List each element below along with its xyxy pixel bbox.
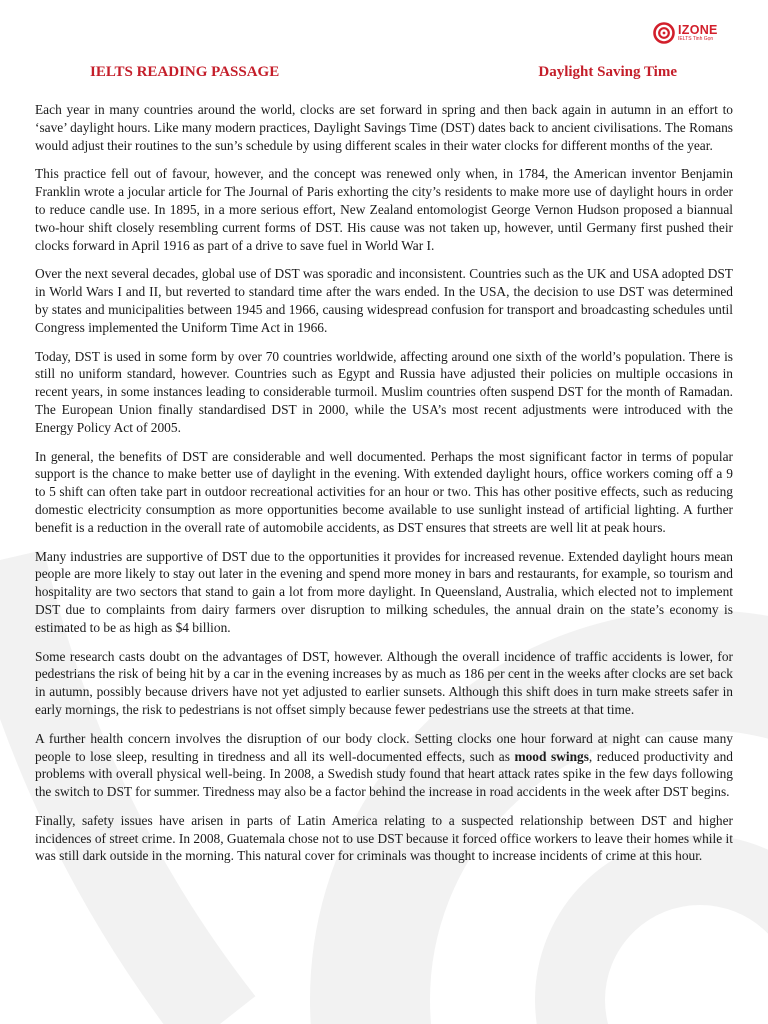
paragraph-4: Today, DST is used in some form by over 70 countries worldwide, affecting around one sixth of the world’s population. There is still no uniform standard, however. Countries such as Egypt and Russia have adjusted their policies on multiple occasions in recent years, in some instances leading to considerable turmoil. Muslim countries often suspend DST for the month of Ramadan. The European Union finally standardised DST in 2000, while the USA’s most recent adjustments were introduced with the Energy Policy Act of 2005. (35, 348, 733, 435)
paragraph-8-before: A further health concern involves the disruption of our body clock. Setting clocks one hour forward at night can cause many people to lose sleep, resulting in tiredness and all its well-documented effects, such as (35, 730, 733, 764)
paragraph-9: Finally, safety issues have arisen in parts of Latin America relating to a suspected relationship between DST and higher incidences of street crime. In 2008, Guatemala chose not to use DST because it forced office workers to leave their homes while it was still dark outside in the morning. This natural cover for criminals was thought to increase incidents of crime at this hour. (35, 812, 733, 864)
paragraph-2: This practice fell out of favour, however, and the concept was renewed only when, in 1784, the American inventor Benjamin Franklin wrote a jocular article for The Journal of Paris exhorting the city’s residents to make more use of daylight hours in order to reduce candle use. In 1895, in a more serious effort, New Zealand entomologist George Vernon Hudson proposed a biannual two-hour shift closely resembling current forms of DST. His cause was not taken up, however, until Germany first pushed their clocks forward in April 1916 as part of a drive to save fuel in World War I. (35, 166, 733, 253)
logo-tagline: IELTS Tinh Gọn (678, 36, 714, 43)
passage-title: Daylight Saving Time (538, 64, 677, 80)
paragraph-7: Some research casts doubt on the advantages of DST, however. Although the overall incidence of traffic accidents is lower, for pedestrians the risk of being hit by a car in the evening increases by as much as 186 per cent in the weeks after clocks are set back in autumn, possibly because drivers have not yet adjusted to earlier sunsets. Although this shift does in turn make streets safer in early mornings, the risk to pedestrians is not offset simply because fewer pedestrians use the streets at that time. (35, 648, 733, 717)
paragraph-8-after: , reduced productivity and problems with overall physical well-being. In 2008, a Swedish study found that heart attack rates spike in the few days following the switch to DST for summer. Tiredness may also be a factor behind the increase in road accidents in the week after DST begins. (35, 748, 733, 800)
paragraph-8 (35, 730, 733, 801)
reading-passage (35, 101, 733, 876)
logo-name: IZONE (678, 22, 718, 37)
paragraph-6: Many industries are supportive of DST due to the opportunities it provides for increased revenue. Extended daylight hours mean people are more likely to stay out later in the evening and spend more money in bars and restaurants, for example, so tourism and hospitality are two sectors that stand to gain a lot from more daylight. In Queensland, Australia, which elected not to implement DST due to complaints from dairy farmers over disruption to milking schedules, the annual drain on the state’s economy is estimated to be as high as $4 billion. (35, 548, 733, 635)
section-title: IELTS READING PASSAGE (90, 64, 280, 80)
target-logo-icon (653, 22, 675, 44)
paragraph-1: Each year in many countries around the world, clocks are set forward in spring and then back again in autumn in an effort to ‘save’ daylight hours. Like many modern practices, Daylight Savings Time (DST) dates back to ancient civilisations. The Romans would adjust their routines to the sun’s schedule by using different scales in their water clocks for different months of the year. (35, 102, 733, 153)
izone-logo (653, 22, 718, 44)
paragraph-5: In general, the benefits of DST are considerable and well documented. Perhaps the most significant factor in terms of popular support is the chance to make better use of daylight in the evening. With extended daylight hours, office workers coming off a 9 to 5 shift can often take part in outdoor recreational activities for an hour or two. This has other positive effects, such as reducing domestic electricity consumption as more opportunities become available to use sunlight instead of artificial lighting. A further benefit is a reduction in the overall rate of automobile accidents, as DST ensures that streets are well lit at peak hours. (35, 448, 733, 535)
page-header (90, 64, 677, 81)
paragraph-3: Over the next several decades, global use of DST was sporadic and inconsistent. Countries such as the UK and USA adopted DST in World Wars I and II, but reverted to standard time after the wars ended. In the USA, the decision to use DST was determined by states and municipalities between 1945 and 1966, causing widespread confusion for transport and broadcasting schedules until Congress implemented the Uniform Time Act in 1966. (35, 266, 733, 335)
bold-phrase: mood swings (514, 748, 589, 764)
